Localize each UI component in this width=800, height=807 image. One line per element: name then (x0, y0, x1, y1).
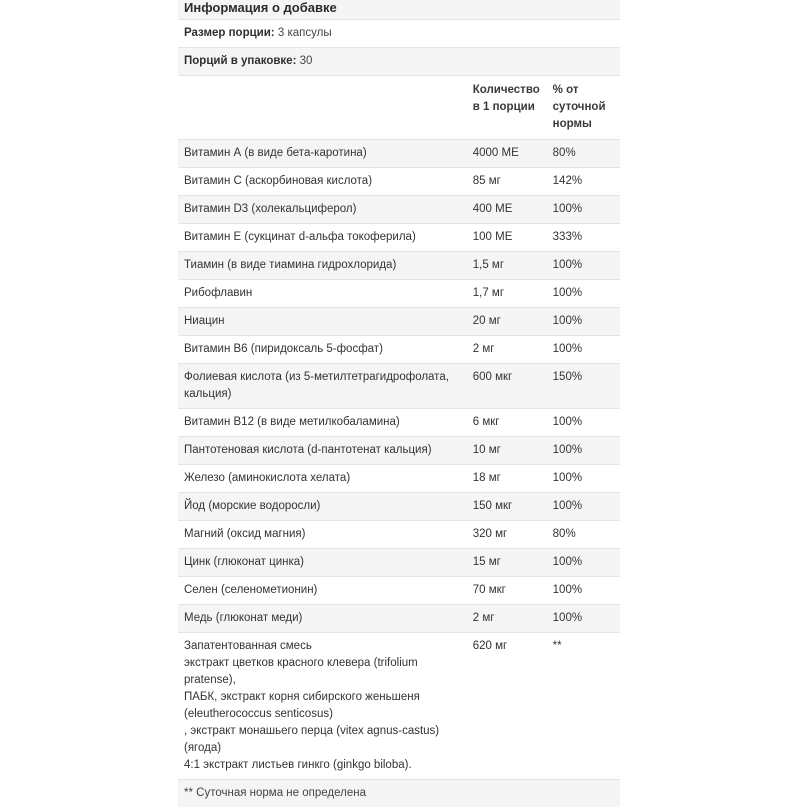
nutrient-daily-value: 100% (547, 252, 620, 280)
table-row (178, 308, 620, 336)
nutrient-name: Витамин А (в виде бета-каротина) (178, 140, 467, 168)
nutrient-name: Цинк (глюконат цинка) (178, 549, 467, 577)
nutrient-amount: 1,7 мг (467, 280, 547, 308)
blend-line: экстракт цветков красного клевера (trifolium pratense), (184, 655, 461, 689)
nutrient-name: Витамин D3 (холекальциферол) (178, 196, 467, 224)
nutrient-amount: 4000 МЕ (467, 140, 547, 168)
nutrient-daily-value: 100% (547, 577, 620, 605)
nutrient-name: Ниацин (178, 308, 467, 336)
nutrient-daily-value: 142% (547, 168, 620, 196)
blend-line: , экстракт монашьего перца (vitex agnus-castus) (ягода) (184, 723, 461, 757)
nutrient-amount: 10 мг (467, 437, 547, 465)
nutrient-daily-value: 150% (547, 364, 620, 409)
supplement-facts-table (178, 0, 620, 807)
blend-line: 4:1 экстракт листьев гинкго (ginkgo biloba). (184, 757, 461, 774)
table-row (178, 252, 620, 280)
blend-amount: 620 мг (467, 633, 547, 780)
table-row (178, 196, 620, 224)
nutrient-name: Фолиевая кислота (из 5-метилтетрагидрофолата, кальция) (178, 364, 467, 409)
nutrient-name: Магний (оксид магния) (178, 521, 467, 549)
table-row (178, 224, 620, 252)
table-row (178, 493, 620, 521)
nutrient-daily-value: 100% (547, 605, 620, 633)
nutrient-amount: 85 мг (467, 168, 547, 196)
nutrient-amount: 70 мкг (467, 577, 547, 605)
blend-line: ПАБК, экстракт корня сибирского женьшеня (eleutherococcus senticosus) (184, 689, 461, 723)
column-header-name (178, 76, 467, 140)
nutrient-name: Витамин В12 (в виде метилкобаламина) (178, 409, 467, 437)
nutrient-name: Йод (морские водоросли) (178, 493, 467, 521)
nutrient-name: Медь (глюконат меди) (178, 605, 467, 633)
table-row (178, 437, 620, 465)
servings-per-container-label: Порций в упаковке: (184, 55, 296, 67)
table-row (178, 140, 620, 168)
table-row (178, 336, 620, 364)
column-header-row (178, 76, 620, 140)
footnote: ** Суточная норма не определена (178, 780, 620, 807)
servings-per-container-row (178, 48, 620, 76)
nutrient-daily-value: 100% (547, 409, 620, 437)
nutrient-name: Тиамин (в виде тиамина гидрохлорида) (178, 252, 467, 280)
nutrient-amount: 100 МЕ (467, 224, 547, 252)
nutrient-name: Пантотеновая кислота (d-пантотенат кальция) (178, 437, 467, 465)
nutrient-name: Железо (аминокислота хелата) (178, 465, 467, 493)
table-row (178, 521, 620, 549)
serving-size-row (178, 20, 620, 48)
nutrient-daily-value: 80% (547, 521, 620, 549)
nutrient-daily-value: 100% (547, 549, 620, 577)
nutrient-daily-value: 100% (547, 196, 620, 224)
proprietary-blend-description (178, 633, 467, 780)
nutrient-amount: 2 мг (467, 605, 547, 633)
nutrient-amount: 600 мкг (467, 364, 547, 409)
panel-title: Информация о добавке (178, 0, 620, 20)
servings-per-container-value: 30 (300, 55, 313, 67)
blend-daily-value: ** (547, 633, 620, 780)
table-row (178, 465, 620, 493)
nutrient-name: Витамин С (аскорбиновая кислота) (178, 168, 467, 196)
nutrient-amount: 400 МЕ (467, 196, 547, 224)
table-row (178, 280, 620, 308)
table-row (178, 364, 620, 409)
footnote-row (178, 780, 620, 807)
nutrient-name: Витамин В6 (пиридоксаль 5-фосфат) (178, 336, 467, 364)
nutrient-daily-value: 100% (547, 437, 620, 465)
title-row (178, 0, 620, 20)
nutrient-daily-value: 100% (547, 465, 620, 493)
table-row (178, 549, 620, 577)
nutrient-amount: 18 мг (467, 465, 547, 493)
table-row (178, 168, 620, 196)
nutrient-name: Рибофлавин (178, 280, 467, 308)
nutrient-amount: 320 мг (467, 521, 547, 549)
table-row (178, 605, 620, 633)
nutrient-amount: 2 мг (467, 336, 547, 364)
nutrient-amount: 15 мг (467, 549, 547, 577)
serving-size-value: 3 капсулы (278, 27, 332, 39)
nutrient-amount: 20 мг (467, 308, 547, 336)
nutrient-amount: 150 мкг (467, 493, 547, 521)
nutrient-daily-value: 80% (547, 140, 620, 168)
nutrient-daily-value: 100% (547, 493, 620, 521)
nutrient-daily-value: 100% (547, 336, 620, 364)
table-row (178, 409, 620, 437)
nutrient-name: Селен (селенометионин) (178, 577, 467, 605)
table-row (178, 577, 620, 605)
proprietary-blend-row (178, 633, 620, 780)
serving-size-label: Размер порции: (184, 27, 275, 39)
nutrient-name: Витамин Е (сукцинат d-альфа токоферила) (178, 224, 467, 252)
blend-line: Запатентованная смесь (184, 638, 461, 655)
nutrient-daily-value: 100% (547, 308, 620, 336)
nutrient-amount: 6 мкг (467, 409, 547, 437)
supplement-facts-panel (178, 0, 620, 807)
column-header-daily-value: % от суточной нормы (547, 76, 620, 140)
nutrient-amount: 1,5 мг (467, 252, 547, 280)
nutrient-daily-value: 333% (547, 224, 620, 252)
column-header-amount: Количество в 1 порции (467, 76, 547, 140)
nutrient-daily-value: 100% (547, 280, 620, 308)
